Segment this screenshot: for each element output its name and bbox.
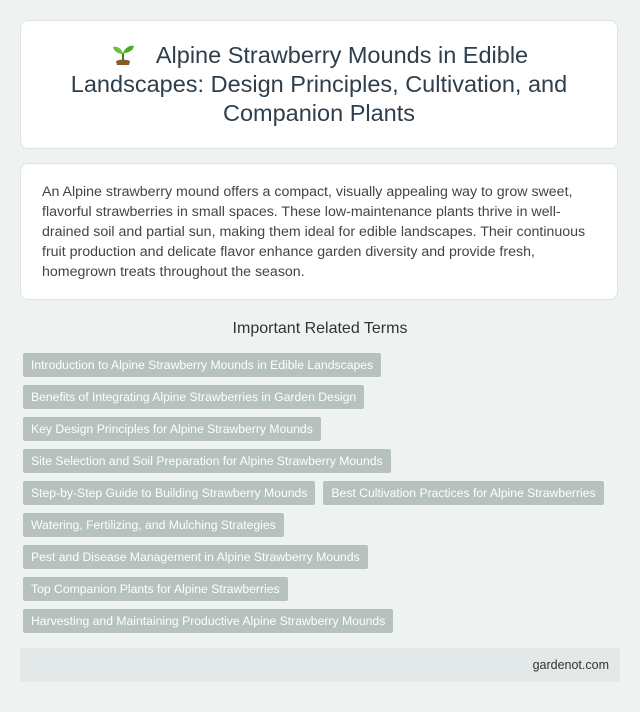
term-row (23, 417, 623, 441)
term-tag[interactable]: Watering, Fertilizing, and Mulching Strategies (23, 513, 284, 537)
term-row (23, 609, 623, 633)
page-title-text: Alpine Strawberry Mounds in Edible Landscapes: Design Principles, Cultivation, and Companion Plants (70, 42, 568, 126)
related-terms-heading: Important Related Terms (232, 320, 408, 337)
term-tag[interactable]: Top Companion Plants for Alpine Strawberries (23, 577, 288, 601)
term-row (23, 385, 623, 409)
term-row (23, 577, 623, 601)
intro-card (20, 163, 618, 300)
term-tag[interactable]: Best Cultivation Practices for Alpine Strawberries (323, 481, 603, 505)
intro-text: An Alpine strawberry mound offers a compact, visually appealing way to grow sweet, flavorful strawberries in small spaces. These low-maintenance plants thrive in well-drained soil and partial sun, making them ideal for edible landscapes. Their continuous fruit production and delicate flavor enhance garden diversity and provide fresh, homegrown treats throughout the season. (42, 184, 586, 280)
footer-site-link[interactable]: gardenot.com (532, 658, 609, 672)
term-row (23, 513, 623, 537)
term-tag[interactable]: Key Design Principles for Alpine Strawberry Mounds (23, 417, 321, 441)
term-tag[interactable]: Harvesting and Maintaining Productive Alpine Strawberry Mounds (23, 609, 393, 633)
term-tag[interactable]: Introduction to Alpine Strawberry Mounds in Edible Landscapes (23, 353, 381, 377)
term-row (23, 449, 623, 473)
related-terms-list (23, 353, 623, 641)
term-row (23, 545, 623, 569)
term-tag[interactable]: Site Selection and Soil Preparation for Alpine Strawberry Mounds (23, 449, 391, 473)
page-title (51, 41, 587, 128)
term-tag[interactable]: Benefits of Integrating Alpine Strawberries in Garden Design (23, 385, 364, 409)
term-tag[interactable]: Pest and Disease Management in Alpine Strawberry Mounds (23, 545, 368, 569)
sprout-icon (110, 42, 136, 66)
footer (20, 648, 620, 682)
term-row (23, 481, 623, 505)
title-card (20, 20, 618, 149)
term-tag[interactable]: Step-by-Step Guide to Building Strawberry Mounds (23, 481, 315, 505)
term-row (23, 353, 623, 377)
